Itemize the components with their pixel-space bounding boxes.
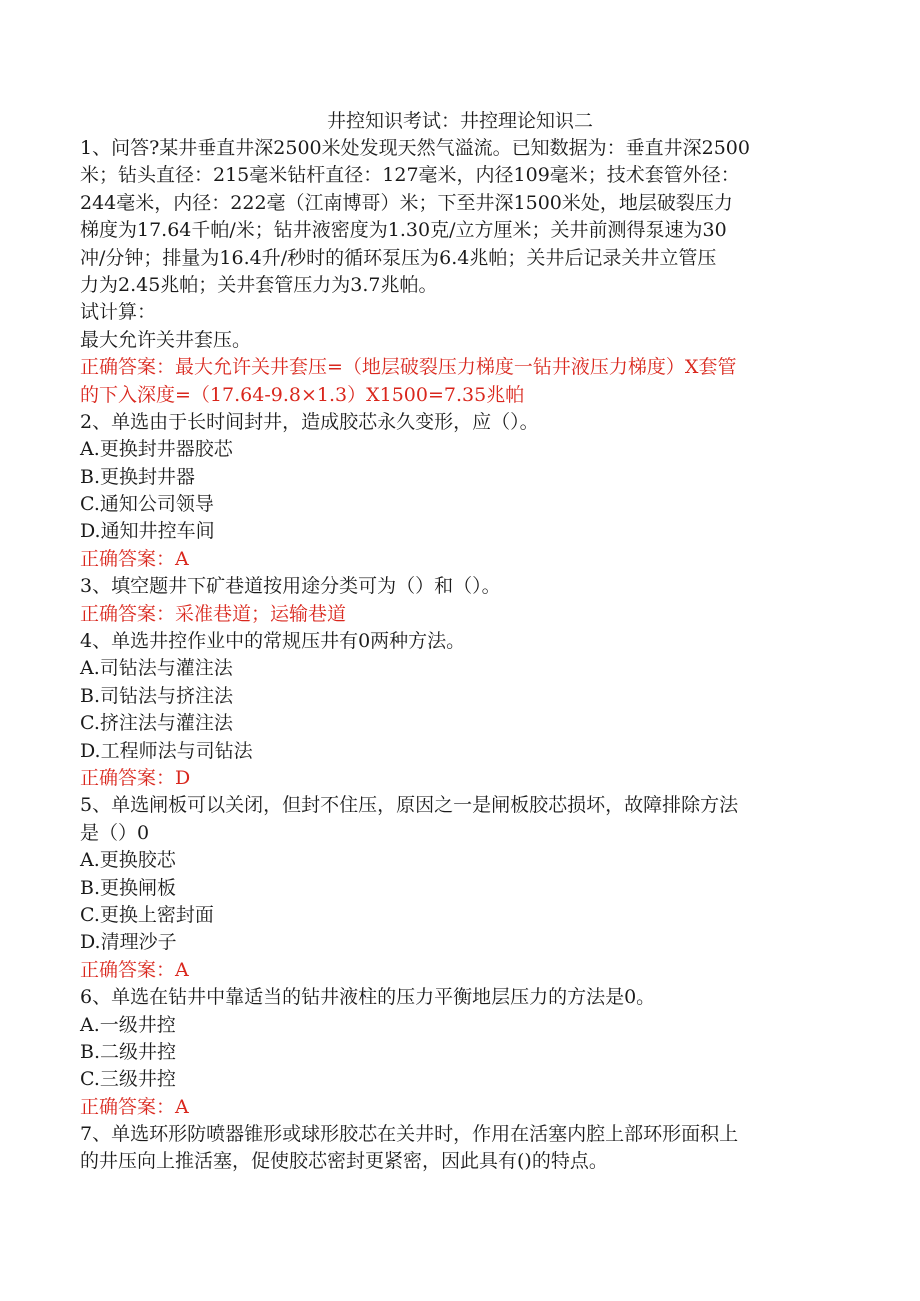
question-stem-line: 1、问答?某井垂直井深2500米处发现天然气溢流。已知数据为：垂直井深2500: [80, 137, 750, 159]
correct-answer: 正确答案：最大允许关井套压=（地层破裂压力梯度一钻井液压力梯度）X套管: [80, 356, 737, 379]
question-7: [80, 1121, 840, 1176]
question-stem-line: 冲/分钟；排量为16.4升/秒时的循环泵压为6.4兆帕；关井后记录关井立管压: [80, 246, 717, 269]
question-stem-line: 2、单选由于长时间封井，造成胶芯永久变形，应（）。: [80, 410, 539, 433]
correct-answer: 正确答案：A: [80, 547, 189, 570]
question-3: [80, 573, 840, 628]
question-stem-line: 244毫米，内径：222毫（江南博哥）米；下至井深1500米处，地层破裂压力: [80, 191, 733, 214]
question-stem-line: 试计算：: [80, 301, 157, 324]
question-stem-line: 5、单选闸板可以关闭，但封不住压，原因之一是闸板胶芯损坏，故障排除方法: [80, 794, 739, 817]
answer-option: A.更换胶芯: [80, 849, 176, 872]
answer-option: D.清理沙子: [80, 931, 177, 954]
question-stem-line: 最大允许关井套压。: [80, 328, 252, 351]
answer-option: B.更换封井器: [80, 465, 196, 488]
question-4: [80, 628, 840, 792]
question-stem-line: 7、单选环形防喷器锥形或球形胶芯在关井时，作用在活塞内腔上部环形面积上: [80, 1123, 739, 1146]
document-page: [80, 108, 840, 1176]
question-stem-line: 6、单选在钻井中靠适当的钻井液柱的压力平衡地层压力的方法是0。: [80, 986, 656, 1009]
correct-answer: 正确答案：A: [80, 1095, 189, 1118]
correct-answer: 正确答案：采准巷道；运输巷道: [80, 602, 347, 625]
question-stem-line: 力为2.45兆帕；关井套管压力为3.7兆帕。: [80, 273, 438, 296]
answer-option: C.通知公司领导: [80, 493, 214, 516]
question-1: [80, 135, 840, 409]
answer-option: B.司钻法与挤注法: [80, 684, 234, 707]
correct-answer: 正确答案：A: [80, 958, 189, 981]
answer-option: D.通知井控车间: [80, 520, 215, 543]
correct-answer: 正确答案：D: [80, 766, 191, 789]
answer-option: C.三级井控: [80, 1068, 176, 1091]
question-6: [80, 984, 840, 1121]
answer-option: C.挤注法与灌注法: [80, 712, 233, 735]
answer-option: A.一级井控: [80, 1013, 176, 1036]
question-2: [80, 409, 840, 573]
question-stem-line: 米；钻头直径：215毫米钻杆直径：127毫米，内径109毫米；技术套管外径：: [80, 164, 740, 187]
question-stem-line: 梯度为17.64千帕/米；钻井液密度为1.30克/立方厘米；关井前测得泵速为30: [80, 219, 727, 242]
answer-option: A.司钻法与灌注法: [80, 657, 233, 680]
answer-option: B.更换闸板: [80, 876, 177, 899]
question-stem-line: 是（）0: [80, 821, 150, 844]
document-title: 井控知识考试：井控理论知识二: [326, 110, 593, 132]
question-stem-line: 4、单选井控作业中的常规压井有0两种方法。: [80, 630, 466, 653]
question-5: [80, 792, 840, 984]
question-list: [80, 135, 840, 1176]
answer-option: B.二级井控: [80, 1040, 177, 1063]
answer-option: A.更换封井器胶芯: [80, 438, 233, 461]
question-stem-line: 的井压向上推活塞，促使胶芯密封更紧密，因此具有()的特点。: [80, 1150, 608, 1173]
question-stem-line: 3、填空题井下矿巷道按用途分类可为（）和（）。: [80, 575, 501, 598]
answer-option: D.工程师法与司钻法: [80, 739, 253, 762]
answer-option: C.更换上密封面: [80, 903, 214, 926]
correct-answer: 的下入深度=（17.64-9.8×1.3）X1500=7.35兆帕: [80, 383, 525, 406]
